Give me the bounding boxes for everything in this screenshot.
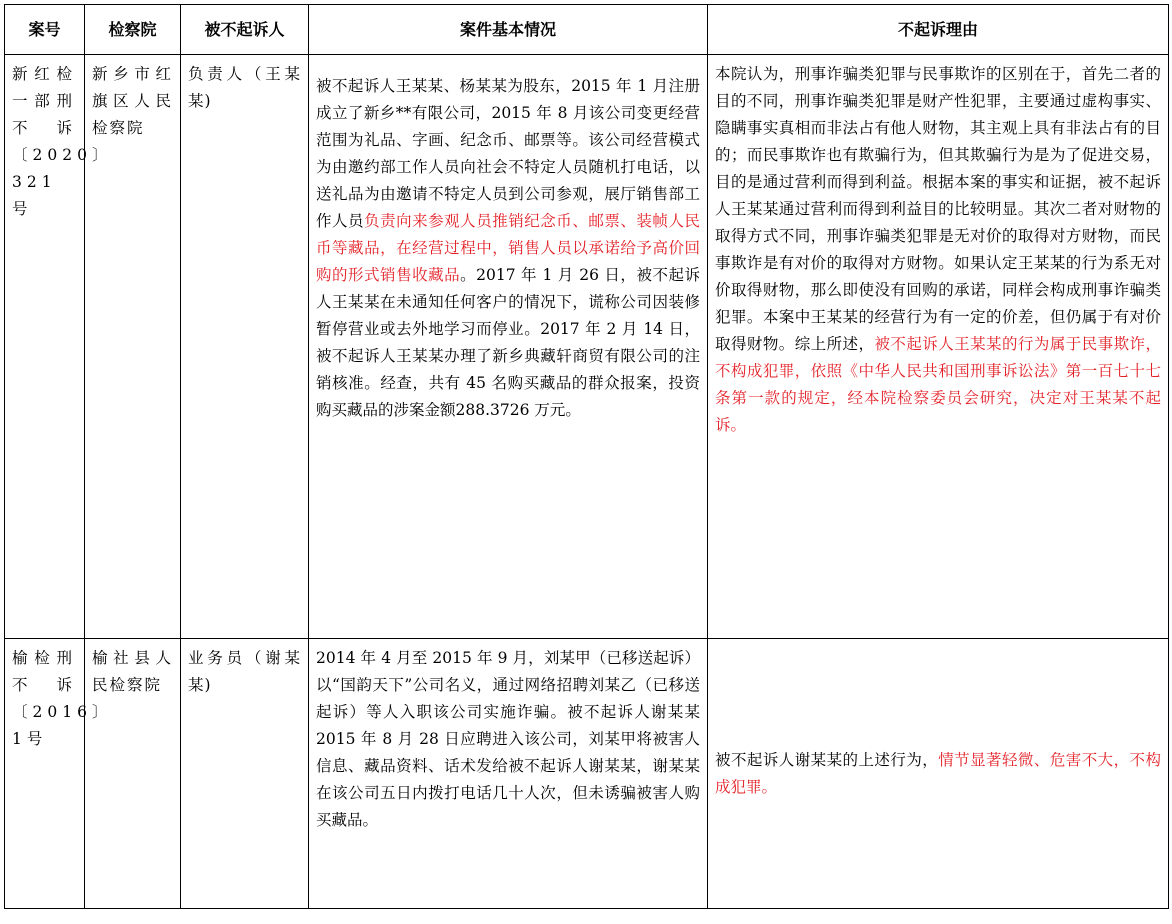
reason-text: 被不起诉人谢某某的上述行为， bbox=[715, 750, 939, 769]
facts-highlight-text: 负责向来参观人员推销纪念币、邮票、装帧人民币等藏品，在经营过程中，销售人员以承诺给予高价回购的形式销售收藏品 bbox=[316, 212, 700, 284]
case-number-cell: 榆检刑不诉〔2016〕1号 bbox=[5, 639, 85, 909]
case-number-cell: 新红检一部刑不诉〔2020〕321号 bbox=[5, 55, 85, 639]
header-person: 被不起诉人 bbox=[181, 5, 309, 55]
header-reason: 不起诉理由 bbox=[708, 5, 1169, 55]
case-facts-cell bbox=[309, 55, 708, 639]
reason-text: 本院认为，刑事诈骗类犯罪与民事欺诈的区别在于，首先二者的目的不同，刑事诈骗类犯罪是财产性犯罪，主要通过虚构事实、隐瞒事实真相而非法占有他人财物，其主观上具有非法占有的目的；而民事欺诈也有欺骗行为，但其欺骗行为是为了促进交易，目的是通过营利而得到利益。根据本案的事实和证据，被不起诉人王某某通过营利而得到利益目的比较明显。其次二者对财物的取得方式不同，刑事诈骗类犯罪是无对价的取得对方财物，而民事欺诈是有对价的取得对方财物。如果认定王某某的行为系无对价取得财物，那么即使没有回购的承诺，同样会构成刑事诈骗类犯罪。本案中王某某的经营行为有一定的价差，但仍属于有对价取得财物。综上所述， bbox=[715, 65, 1161, 353]
header-row bbox=[5, 5, 1169, 55]
reason-highlight-text: 被不起诉人王某某的行为属于民事欺诈，不构成犯罪，依照《中华人民共和国刑事诉讼法》第一百七十七条第一款的规定，经本院检察委员会研究，决定对王某某不起诉。 bbox=[715, 335, 1161, 434]
person-cell: 负责人（王某某) bbox=[181, 55, 309, 639]
header-procuratorate: 检察院 bbox=[85, 5, 181, 55]
reason-cell bbox=[708, 55, 1169, 639]
cases-table bbox=[4, 4, 1169, 909]
header-case-no: 案号 bbox=[5, 5, 85, 55]
reason-highlight-text: 情节显著轻微、危害不大，不构成犯罪。 bbox=[715, 750, 1161, 796]
case-facts-cell: 2014 年 4 月至 2015 年 9 月，刘某甲（已移送起诉）以“国韵天下”公司名义，通过网络招聘刘某乙（已移送起诉）等人入职该公司实施诈骗。被不起诉人谢某某 2015 年 8 月 28 日应聘进入该公司，刘某甲将被害人信息、藏品资料、话术发给被不起诉人谢某某，谢某某在该公司五日内拨打电话几十人次，但未诱骗被害人购买藏品。 bbox=[309, 639, 708, 909]
facts-text-continued: 。2017 年 1 月 26 日，被不起诉人王某某在未通知任何客户的情况下，谎称公司因装修暂停营业或去外地学习而停业。2017 年 2 月 14 日，被不起诉人王某某办理了新乡典藏轩商贸有限公司的注销核准。经查，共有 45 名购买藏品的群众报案，投资购买藏品的涉案金额288.3726 万元。 bbox=[316, 266, 700, 419]
table-row bbox=[5, 639, 1169, 909]
person-cell: 业务员（谢某某) bbox=[181, 639, 309, 909]
header-facts: 案件基本情况 bbox=[309, 5, 708, 55]
procuratorate-cell: 榆社县人民检察院 bbox=[85, 639, 181, 909]
table-row bbox=[5, 55, 1169, 639]
reason-cell bbox=[708, 639, 1169, 909]
procuratorate-cell: 新乡市红旗区人民检察院 bbox=[85, 55, 181, 639]
facts-text: 被不起诉人王某某、杨某某为股东，2015 年 1 月注册成立了新乡**有限公司，2015 年 8 月该公司变更经营范围为礼品、字画、纪念币、邮票等。该公司经营模式为由邀约部工作人员向社会不特定人员随机打电话，以送礼品为由邀请不特定人员到公司参观，展厅销售部工作人员 bbox=[316, 77, 700, 230]
